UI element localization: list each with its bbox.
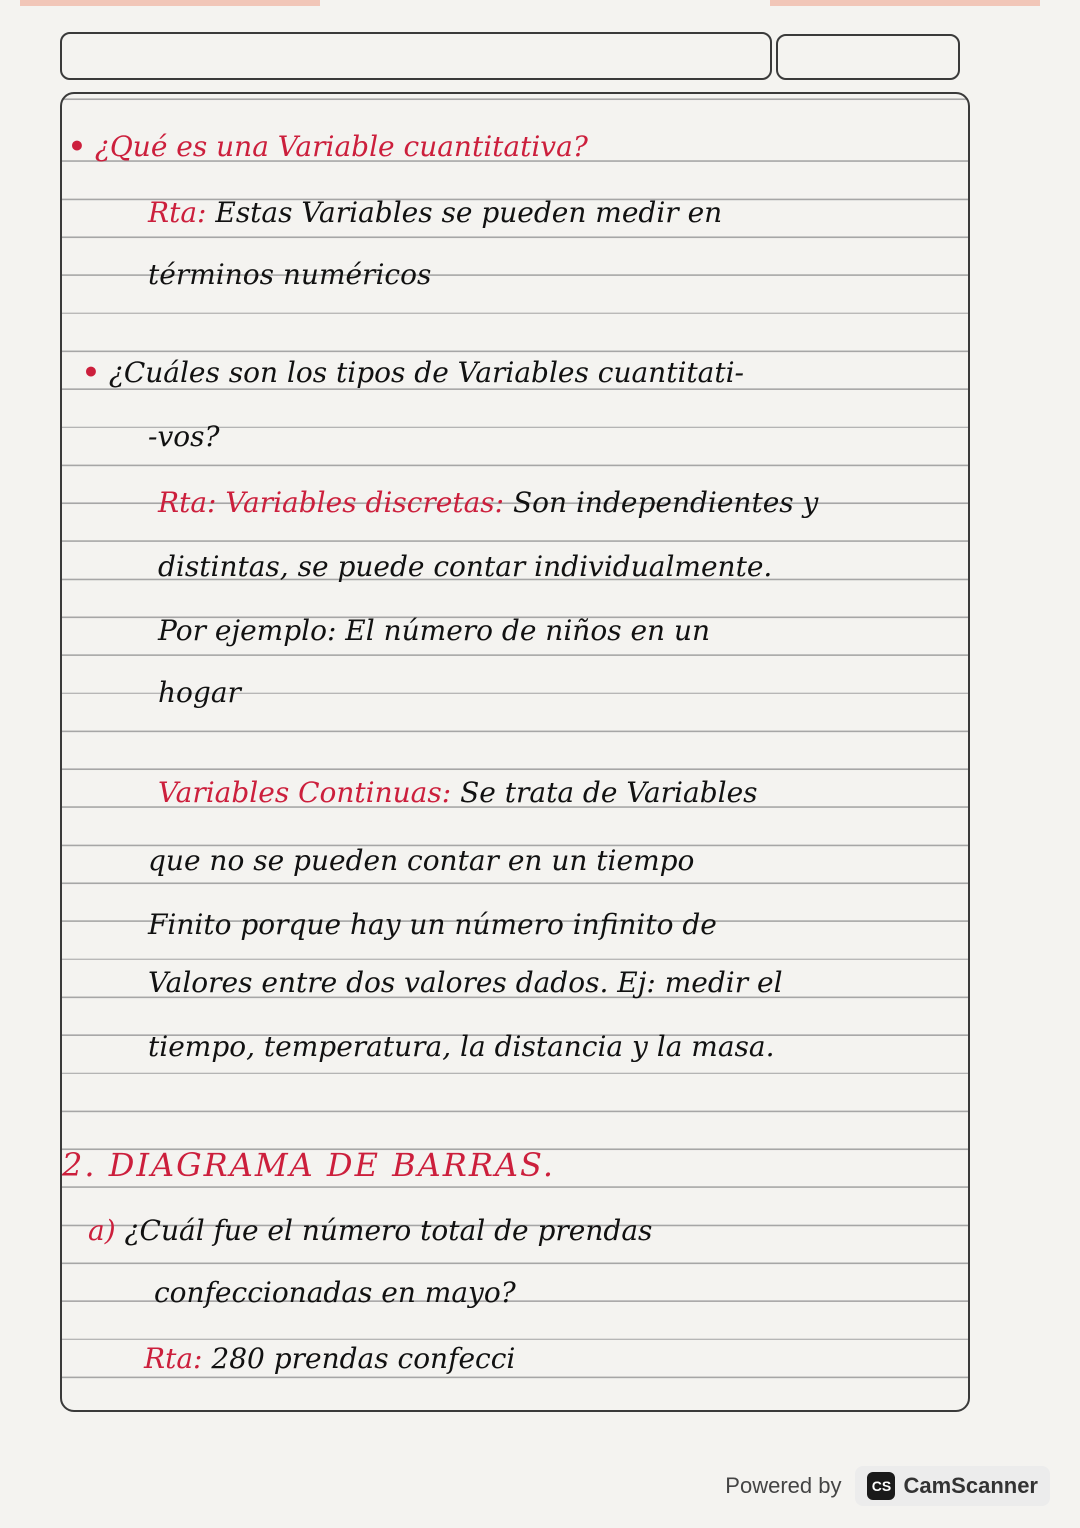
answer-3-line-2: que no se pueden contar en un tiempo [148,844,695,877]
answer-1-label: Rta: [148,196,207,229]
answer-1-line-1 [148,196,722,230]
camscanner-watermark [725,1462,1050,1510]
question-3-prefix: a) [88,1214,116,1247]
question-2-text-1: ¿Cuáles son los tipos de Variables cuantitati- [108,356,745,389]
notebook-page [60,92,970,1412]
page-top-decoration [0,0,1080,6]
answer-1-line-2: términos numéricos [148,258,432,291]
powered-by-label: Powered by [725,1473,842,1498]
answer-3-text-1: Se trata de Variables [460,776,758,809]
notebook-date-box [776,34,960,80]
question-1 [68,130,588,164]
answer-4 [144,1342,515,1376]
question-2-line-1 [82,356,744,390]
answer-1-text-1: Estas Variables se pueden medir en [215,196,723,229]
camscanner-logo-icon: CS [867,1472,895,1500]
question-1-text: ¿Qué es una Variable cuantitativa? [94,130,588,163]
answer-4-label: Rta: [144,1342,203,1375]
answer-2-line-4: hogar [158,676,241,709]
answer-2-line-2: distintas, se puede contar individualmente. [158,550,773,583]
answer-3-line-1 [158,776,758,810]
answer-2-line-1 [158,486,818,520]
camscanner-name: CamScanner [903,1473,1038,1498]
top-bar-segment-right [770,0,1040,6]
answer-3-line-4: Valores entre dos valores dados. Ej: medir el [148,966,783,999]
question-3-line-2: confeccionadas en mayo? [154,1276,516,1309]
answer-3-line-5: tiempo, temperatura, la distancia y la masa. [148,1030,775,1063]
top-bar-segment-left [20,0,320,6]
section-2-heading: 2. DIAGRAMA DE BARRAS. [62,1146,555,1184]
answer-2-line-3: Por ejemplo: El número de niños en un [158,614,711,647]
answer-3-label: Variables Continuas: [158,776,452,809]
answer-3-line-3: Finito porque hay un número infinito de [148,908,717,941]
question-2-line-2: -vos? [148,420,220,453]
answer-4-text: 280 prendas confecci [211,1342,516,1375]
notebook-title-box [60,32,772,80]
answer-2-text-1: Son independientes y [513,486,819,519]
camscanner-badge [855,1466,1050,1506]
question-3-text-1: ¿Cuál fue el número total de prendas [124,1214,653,1247]
question-3-line-1 [88,1214,652,1248]
bullet-1: • [68,130,86,163]
bullet-2: • [82,356,100,389]
answer-2-label: Rta: Variables discretas: [158,486,505,519]
